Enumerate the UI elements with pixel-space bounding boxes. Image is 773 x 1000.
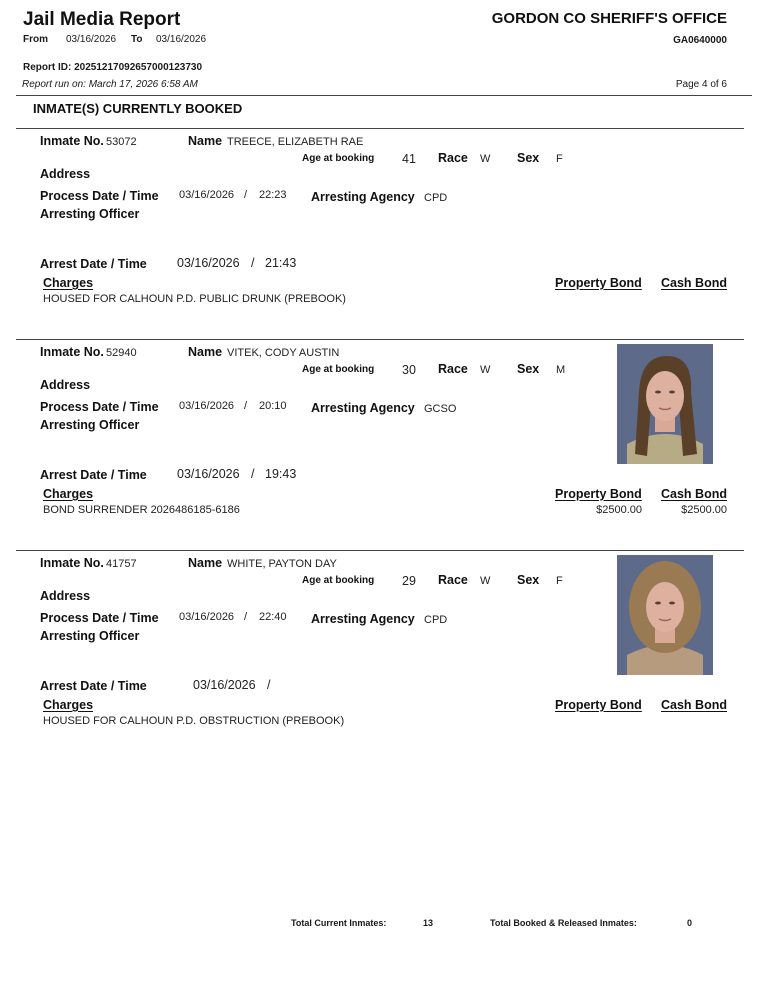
property-bond-label: Property Bond <box>555 487 642 501</box>
officer-label: Arresting Officer <box>40 418 140 432</box>
process-time: 22:23 <box>259 189 287 201</box>
from-date: 03/16/2026 <box>66 34 117 45</box>
inmate-name: VITEK, CODY AUSTIN <box>227 347 340 359</box>
inmate-no-label: Inmate No. <box>40 345 104 359</box>
arrest-time: 21:43 <box>265 256 297 270</box>
process-label: Process Date / Time <box>40 400 159 414</box>
cash-bond-label: Cash Bond <box>661 276 727 290</box>
race-value: W <box>480 364 491 376</box>
report-run-on <box>22 79 198 90</box>
inmate-no: 52940 <box>106 347 137 359</box>
total-current-label: Total Current Inmates: <box>291 918 387 928</box>
sex-label: Sex <box>517 151 540 165</box>
agency-label: Arresting Agency <box>311 190 415 204</box>
section-divider <box>16 128 744 129</box>
race-label: Race <box>438 362 468 376</box>
arrest-date: 03/16/2026 <box>193 678 256 692</box>
report-id-label: Report ID: <box>23 62 72 73</box>
age-label: Age at booking <box>302 153 375 164</box>
sex-value: F <box>556 153 563 165</box>
age-label: Age at booking <box>302 575 375 586</box>
to-label: To <box>131 34 143 45</box>
charge-text: HOUSED FOR CALHOUN P.D. OBSTRUCTION (PREBOOK) <box>43 715 345 727</box>
total-current-value: 13 <box>423 918 434 928</box>
inmate-record <box>0 341 773 551</box>
age-value: 41 <box>402 152 416 166</box>
report-id <box>23 62 202 73</box>
sex-value: M <box>556 364 566 376</box>
agency-label: Arresting Agency <box>311 612 415 626</box>
report-id-value: 20251217092657000123730 <box>74 62 203 73</box>
run-on-label: Report run on: <box>22 79 86 90</box>
sex-value: F <box>556 575 563 587</box>
process-slash: / <box>244 611 248 623</box>
total-released-value: 0 <box>687 918 693 928</box>
agency-label: Arresting Agency <box>311 401 415 415</box>
race-label: Race <box>438 573 468 587</box>
address-label: Address <box>40 167 91 181</box>
total-released-label: Total Booked & Released Inmates: <box>490 918 637 928</box>
from-label: From <box>23 34 48 45</box>
ori-code: GA0640000 <box>673 35 727 46</box>
officer-label: Arresting Officer <box>40 207 140 221</box>
inmate-no-label: Inmate No. <box>40 134 104 148</box>
section-title: INMATE(S) CURRENTLY BOOKED <box>33 101 243 116</box>
inmate-record <box>0 552 773 762</box>
charges-label: Charges <box>43 276 94 290</box>
mugshot-photo <box>617 344 713 464</box>
process-label: Process Date / Time <box>40 611 159 625</box>
inmate-record <box>0 130 773 340</box>
charge-text: HOUSED FOR CALHOUN P.D. PUBLIC DRUNK (PREBOOK) <box>43 293 346 305</box>
process-time: 22:40 <box>259 611 287 623</box>
page-indicator: Page 4 of 6 <box>675 79 727 90</box>
cash-bond-label: Cash Bond <box>661 698 727 712</box>
age-value: 30 <box>402 363 416 377</box>
report-title: Jail Media Report <box>23 9 181 30</box>
agency-value: CPD <box>424 614 448 626</box>
process-label: Process Date / Time <box>40 189 159 203</box>
race-label: Race <box>438 151 468 165</box>
inmate-name: WHITE, PAYTON DAY <box>227 558 337 570</box>
charges-label: Charges <box>43 698 94 712</box>
age-value: 29 <box>402 574 416 588</box>
name-label: Name <box>188 556 223 570</box>
sex-label: Sex <box>517 362 540 376</box>
property-bond-label: Property Bond <box>555 698 642 712</box>
cash-bond-label: Cash Bond <box>661 487 727 501</box>
process-date: 03/16/2026 <box>179 189 235 201</box>
arrest-slash: / <box>251 256 255 270</box>
agency-value: GCSO <box>424 403 457 415</box>
to-date: 03/16/2026 <box>156 34 207 45</box>
header-divider <box>16 95 752 96</box>
run-on-value: March 17, 2026 6:58 AM <box>88 79 198 90</box>
office-name: GORDON CO SHERIFF'S OFFICE <box>491 10 727 27</box>
inmate-no-label: Inmate No. <box>40 556 104 570</box>
name-label: Name <box>188 345 223 359</box>
process-date: 03/16/2026 <box>179 400 235 412</box>
charge-text: BOND SURRENDER 2026486185-6186 <box>43 504 240 516</box>
address-label: Address <box>40 378 91 392</box>
process-date: 03/16/2026 <box>179 611 235 623</box>
property-bond-value: $2500.00 <box>596 504 642 516</box>
arrest-slash: / <box>251 467 255 481</box>
process-slash: / <box>244 189 248 201</box>
officer-label: Arresting Officer <box>40 629 140 643</box>
inmate-no: 41757 <box>106 558 137 570</box>
process-time: 20:10 <box>259 400 287 412</box>
sex-label: Sex <box>517 573 540 587</box>
race-value: W <box>480 153 491 165</box>
name-label: Name <box>188 134 223 148</box>
process-slash: / <box>244 400 248 412</box>
cash-bond-value: $2500.00 <box>681 504 727 516</box>
race-value: W <box>480 575 491 587</box>
arrest-date: 03/16/2026 <box>177 467 240 481</box>
inmate-name: TREECE, ELIZABETH RAE <box>227 136 364 148</box>
age-label: Age at booking <box>302 364 375 375</box>
address-label: Address <box>40 589 91 603</box>
arrest-label: Arrest Date / Time <box>40 679 147 693</box>
charges-label: Charges <box>43 487 94 501</box>
arrest-slash: / <box>267 678 271 692</box>
arrest-time: 19:43 <box>265 467 297 481</box>
arrest-date: 03/16/2026 <box>177 256 240 270</box>
arrest-label: Arrest Date / Time <box>40 257 147 271</box>
inmate-no: 53072 <box>106 136 137 148</box>
agency-value: CPD <box>424 192 448 204</box>
mugshot-photo <box>617 555 713 675</box>
arrest-label: Arrest Date / Time <box>40 468 147 482</box>
property-bond-label: Property Bond <box>555 276 642 290</box>
